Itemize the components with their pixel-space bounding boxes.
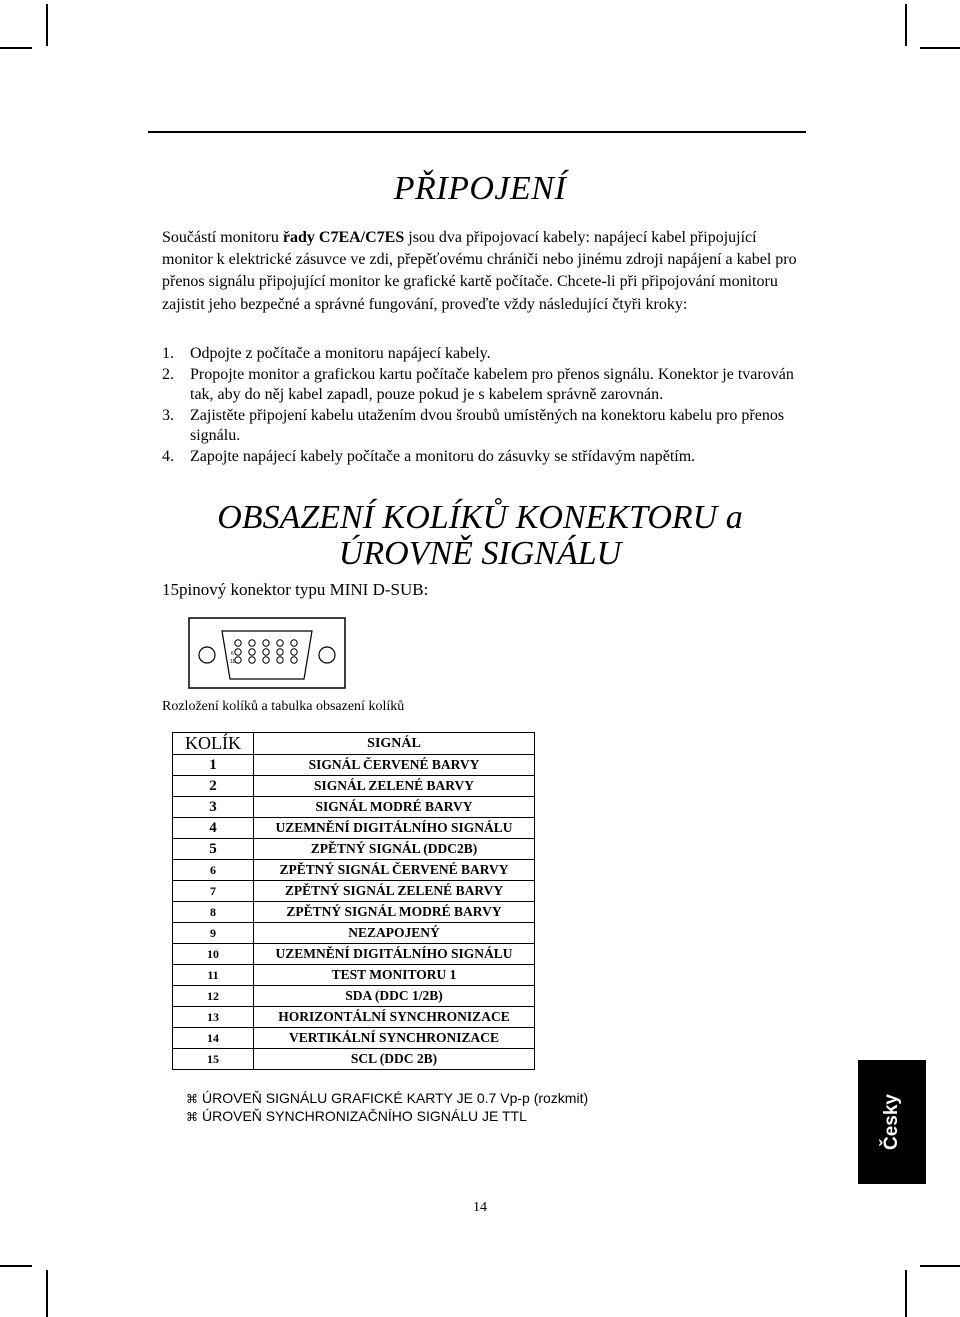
pin-number: 7 bbox=[173, 881, 254, 902]
pin-number: 8 bbox=[173, 902, 254, 923]
steps-list bbox=[162, 344, 802, 468]
table-header-pin: KOLÍK bbox=[173, 733, 254, 755]
crop-mark bbox=[46, 1270, 48, 1317]
note-text: ÚROVEŇ SIGNÁLU GRAFICKÉ KARTY JE 0.7 Vp-p (rozkmit) bbox=[202, 1090, 589, 1106]
table-row bbox=[173, 1028, 535, 1049]
crop-mark bbox=[0, 1265, 32, 1267]
step-number: 3. bbox=[162, 406, 174, 424]
connector-pin-hole bbox=[235, 640, 241, 646]
pin-signal: SIGNÁL ZELENÉ BARVY bbox=[254, 776, 535, 797]
pin-signal: SCL (DDC 2B) bbox=[254, 1049, 535, 1070]
pin-table bbox=[172, 732, 535, 1070]
table-row bbox=[173, 818, 535, 839]
note-item bbox=[186, 1090, 588, 1108]
section-title-line: ÚROVNĚ SIGNÁLU bbox=[338, 535, 622, 572]
pin-signal: TEST MONITORU 1 bbox=[254, 965, 535, 986]
step-text: Zapojte napájecí kabely počítače a monitoru do zásuvky se střídavým napětím. bbox=[190, 447, 696, 465]
command-icon: ⌘ bbox=[186, 1110, 198, 1124]
pin-signal: HORIZONTÁLNÍ SYNCHRONIZACE bbox=[254, 1007, 535, 1028]
connector-pin-hole bbox=[277, 649, 283, 655]
page-title: PŘIPOJENÍ bbox=[393, 170, 567, 207]
note-text: ÚROVEŇ SYNCHRONIZAČNÍHO SIGNÁLU JE TTL bbox=[202, 1108, 527, 1124]
step-text: Zajistěte připojení kabelu utažením dvou šroubů umístěných na konektoru kabelu pro přenos signálu. bbox=[190, 406, 785, 445]
list-item bbox=[162, 344, 802, 365]
diagram-caption: Rozložení kolíků a tabulka obsazení kolíků bbox=[162, 699, 405, 714]
language-tab-label: Česky bbox=[881, 1094, 902, 1150]
connector-pin-hole bbox=[249, 657, 255, 663]
pin-number: 11 bbox=[173, 965, 254, 986]
pin-number: 9 bbox=[173, 923, 254, 944]
crop-mark bbox=[905, 4, 907, 46]
intro-text: jsou dva připojovací kabely: napájecí kabel připojující monitor k elektrické zásuvce ve zdi, přepěťovému chrániči nebo jinému zdroji napájení a kabel pro přenos signálu připojující monitor ke grafické kartě počítače. Chcete-li při připojování monitoru zajistit jeho bezpečné a správné fungování, proveďte vždy následující čtyři kroky: bbox=[162, 229, 797, 313]
pin-signal: NEZAPOJENÝ bbox=[254, 923, 535, 944]
signal-notes bbox=[186, 1090, 588, 1126]
connector-pin-hole bbox=[291, 649, 297, 655]
pin-signal: UZEMNĚNÍ DIGITÁLNÍHO SIGNÁLU bbox=[254, 944, 535, 965]
list-item bbox=[162, 406, 802, 447]
pin-number: 3 bbox=[173, 797, 254, 818]
table-row bbox=[173, 776, 535, 797]
pin-signal: ZPĚTNÝ SIGNÁL (DDC2B) bbox=[254, 839, 535, 860]
header-rule bbox=[148, 131, 806, 133]
crop-mark bbox=[0, 47, 32, 49]
pin-number: 10 bbox=[173, 944, 254, 965]
table-row bbox=[173, 902, 535, 923]
table-row bbox=[173, 986, 535, 1007]
note-item bbox=[186, 1108, 588, 1126]
pin-signal: SDA (DDC 1/2B) bbox=[254, 986, 535, 1007]
table-header-row bbox=[173, 733, 535, 755]
step-number: 1. bbox=[162, 345, 174, 362]
pin-number: 15 bbox=[173, 1049, 254, 1070]
connector-pin-label: 6 bbox=[231, 651, 234, 657]
pin-number: 12 bbox=[173, 986, 254, 1007]
connector-pin-hole bbox=[263, 657, 269, 663]
table-row bbox=[173, 1007, 535, 1028]
intro-paragraph bbox=[162, 227, 802, 316]
connector-pin-label: 11 bbox=[230, 659, 236, 665]
command-icon: ⌘ bbox=[186, 1092, 198, 1106]
pin-signal: UZEMNĚNÍ DIGITÁLNÍHO SIGNÁLU bbox=[254, 818, 535, 839]
table-row bbox=[173, 1049, 535, 1070]
pin-signal: SIGNÁL ČERVENÉ BARVY bbox=[254, 755, 535, 776]
connector-pin-hole bbox=[235, 649, 241, 655]
connector-pin-hole bbox=[263, 640, 269, 646]
connector-pin-hole bbox=[249, 640, 255, 646]
step-text: Propojte monitor a grafickou kartu počítače kabelem pro přenos signálu. Konektor je tvarován tak, aby do něj kabel zapadl, pouze pokud je s kabelem správně zarovnán. bbox=[190, 365, 794, 404]
pin-number: 1 bbox=[173, 755, 254, 776]
step-number: 2. bbox=[162, 365, 174, 383]
pin-signal: ZPĚTNÝ SIGNÁL ČERVENÉ BARVY bbox=[254, 860, 535, 881]
connector-pin-hole bbox=[249, 649, 255, 655]
section-title-line: OBSAZENÍ KOLÍKŮ KONEKTORU a bbox=[217, 499, 743, 536]
pin-signal: VERTIKÁLNÍ SYNCHRONIZACE bbox=[254, 1028, 535, 1049]
crop-mark bbox=[905, 1270, 907, 1317]
connector-pin-hole bbox=[277, 657, 283, 663]
connector-pin-hole bbox=[291, 657, 297, 663]
table-row bbox=[173, 965, 535, 986]
pin-number: 5 bbox=[173, 839, 254, 860]
pin-signal: ZPĚTNÝ SIGNÁL MODRÉ BARVY bbox=[254, 902, 535, 923]
table-header-signal: SIGNÁL bbox=[254, 733, 535, 755]
table-row bbox=[173, 860, 535, 881]
pin-signal: SIGNÁL MODRÉ BARVY bbox=[254, 797, 535, 818]
pin-number: 6 bbox=[173, 860, 254, 881]
table-row bbox=[173, 797, 535, 818]
pin-number: 4 bbox=[173, 818, 254, 839]
language-tab bbox=[858, 1060, 926, 1184]
table-row bbox=[173, 839, 535, 860]
table-row bbox=[173, 755, 535, 776]
page-number: 14 bbox=[473, 1200, 487, 1215]
pin-signal: ZPĚTNÝ SIGNÁL ZELENÉ BARVY bbox=[254, 881, 535, 902]
table-row bbox=[173, 944, 535, 965]
step-number: 4. bbox=[162, 447, 174, 465]
list-item bbox=[162, 447, 802, 468]
table-row bbox=[173, 923, 535, 944]
table-row bbox=[173, 881, 535, 902]
intro-model: řady C7EA/C7ES bbox=[282, 229, 405, 246]
connector-pin-hole bbox=[263, 649, 269, 655]
step-text: Odpojte z počítače a monitoru napájecí kabely. bbox=[190, 345, 491, 362]
dsub-connector-diagram bbox=[188, 617, 346, 689]
pin-number: 2 bbox=[173, 776, 254, 797]
pin-number: 13 bbox=[173, 1007, 254, 1028]
connector-pin-hole bbox=[291, 640, 297, 646]
intro-text: Součástí monitoru bbox=[162, 229, 283, 246]
connector-subheading: 15pinový konektor typu MINI D-SUB: bbox=[162, 580, 429, 599]
crop-mark bbox=[920, 1265, 960, 1267]
connector-pin-hole bbox=[235, 657, 241, 663]
section-title bbox=[0, 500, 960, 572]
list-item bbox=[162, 365, 802, 406]
crop-mark bbox=[920, 47, 960, 49]
pin-number: 14 bbox=[173, 1028, 254, 1049]
crop-mark bbox=[46, 4, 48, 46]
connector-pin-hole bbox=[277, 640, 283, 646]
